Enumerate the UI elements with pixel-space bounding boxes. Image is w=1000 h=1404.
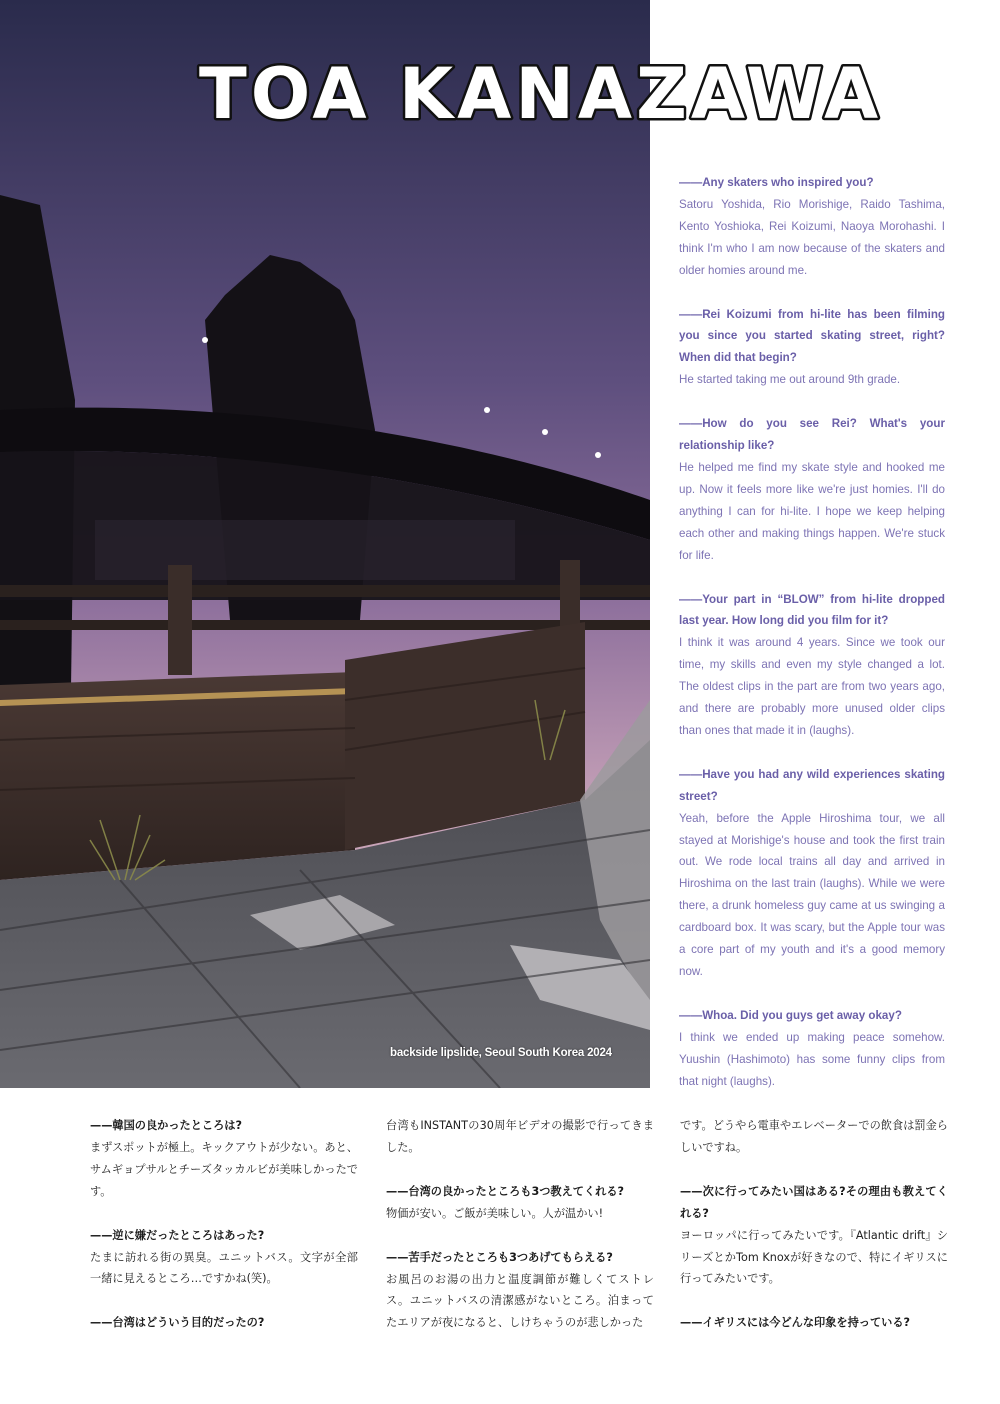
answer: Satoru Yoshida, Rio Morishige, Raido Tashima, Kento Yoshioka, Rei Koizumi, Naoya Morohashi. I think I'm who I am now because of the skaters and older homies around me. <box>679 197 945 277</box>
question: ——Whoa. Did you guys get away okay? <box>679 1008 902 1022</box>
question-jp: ——逆に嫌だったところはあった? <box>90 1228 265 1242</box>
question-jp: ——台湾はどういう目的だったの? <box>90 1316 265 1330</box>
interview-jp-column-2 <box>386 1115 654 1356</box>
qa-block <box>679 172 945 282</box>
answer: Yeah, before the Apple Hiroshima tour, we all stayed at Morishige's house and took the first train out. We rode local trains all day and arrived in Hiroshima on the last train (laughs). While we were there, a drunk homeless guy came at us swinging a cardboard box. It was scary, but the Apple tour was a core part of my youth and it's a good memory now. <box>679 811 945 978</box>
qa-block-jp <box>680 1181 948 1291</box>
qa-block-jp <box>386 1181 654 1225</box>
qa-block-jp <box>680 1312 948 1334</box>
qa-block <box>679 304 945 392</box>
question: ——How do you see Rei? What's your relationship like? <box>679 417 945 453</box>
interview-jp-column-1 <box>90 1115 358 1356</box>
qa-block-jp <box>680 1115 948 1159</box>
qa-block <box>679 764 945 983</box>
question-jp: ——次に行ってみたい国はある?その理由も教えてくれる? <box>680 1184 948 1220</box>
answer-jp: ヨーロッパに行ってみたいです。『Atlantic drift』シリーズとかTom Knoxが好きなので、特にイギリスに行ってみたいです。 <box>680 1228 948 1286</box>
answer-jp: まずスポットが極上。キックアウトが少ない。あと、サムギョプサルとチーズタッカルビが美味しかったです。 <box>90 1140 358 1198</box>
answer: He started taking me out around 9th grade. <box>679 373 901 387</box>
title-lettering <box>195 40 940 140</box>
question: ——Your part in “BLOW” from hi-lite dropped last year. How long did you film for it? <box>679 592 945 628</box>
qa-block-jp <box>386 1115 654 1159</box>
answer: He helped me find my skate style and hooked me up. Now it feels more like we're just homies. I'll do anything I can for hi-lite. I hope we keep helping each other and making things happen. We're stuck for life. <box>679 460 945 562</box>
question: ——Any skaters who inspired you? <box>679 176 874 189</box>
answer-jp: 台湾もINSTANTの30周年ビデオの撮影で行ってきました。 <box>386 1119 654 1154</box>
question: ——Have you had any wild experiences skating street? <box>679 767 945 803</box>
page-title: TOA KANAZAWA <box>199 53 883 135</box>
question: ——Rei Koizumi from hi-lite has been filming you since you started skating street, right? When did that begin? <box>679 307 945 365</box>
question-jp: ——イギリスには今どんな印象を持っている? <box>680 1316 911 1330</box>
qa-block <box>679 589 945 742</box>
answer: I think it was around 4 years. Since we took our time, my skills and even my style changed a lot. The oldest clips in the part are from two years ago, and there are probably more unused older clips than ones that made it in (laughs). <box>679 636 945 737</box>
interview-jp-column-3 <box>680 1115 948 1356</box>
answer-jp: 物価が安い。ご飯が美味しい。人が温かい! <box>386 1206 604 1220</box>
question-jp: ——韓国の良かったところは? <box>90 1119 242 1132</box>
question-jp: ——苦手だったところも3つあげてもらえる? <box>386 1250 613 1264</box>
answer: I think we ended up making peace somehow. Yuushin (Hashimoto) has some funny clips from that night (laughs). <box>679 1030 945 1088</box>
qa-block-jp <box>90 1312 358 1334</box>
qa-block <box>679 413 945 566</box>
answer-jp: です。どうやら電車やエレベーターでの飲食は罰金らしいですね。 <box>680 1119 948 1154</box>
interview-en-column <box>679 172 945 1115</box>
qa-block <box>679 1005 945 1093</box>
qa-block-jp <box>386 1247 654 1335</box>
question-jp: ——台湾の良かったところも3つ教えてくれる? <box>386 1184 625 1198</box>
answer-jp: お風呂のお湯の出力と温度調節が難しくてストレス。ユニットバスの清潔感がないところ。泊まってたエリアが夜になると、しけちゃうのが悲しかった <box>386 1272 654 1330</box>
photo-caption: backside lipslide, Seoul South Korea 2024 <box>390 1047 612 1059</box>
qa-block-jp <box>90 1225 358 1291</box>
answer-jp: たまに訪れる街の異臭。ユニットバス。文字が全部一緒に見えるところ…ですかね(笑)。 <box>90 1250 358 1286</box>
qa-block-jp <box>90 1115 358 1203</box>
